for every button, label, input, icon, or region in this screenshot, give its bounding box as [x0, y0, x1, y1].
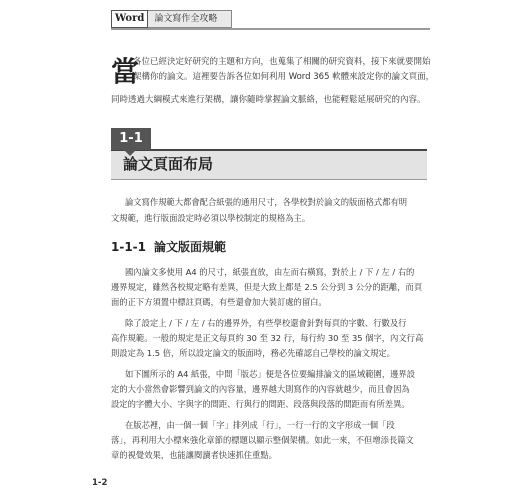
page-number: 1-2 — [92, 478, 108, 488]
header-rule — [111, 28, 430, 30]
body-line: 面的正下方須置中標註頁碼，有些還會加大裝訂處的留白。 — [111, 297, 327, 307]
subsection-heading — [111, 239, 226, 255]
body-line: 文規範，進行版面設定時必須以學校制定的規格為主。 — [111, 213, 311, 223]
body-line: 論文寫作規範大都會配合紙張的通用尺寸，各學校對於論文的版面格式都有明 — [125, 197, 408, 207]
body-line: 設定的字體大小、字與字的間距、行與行的間距、段落與段落的間距而有所差異。 — [111, 399, 410, 409]
intro-line: 架構你的論文。這裡要告訴各位如何利用 Word 365 軟體來設定你的論文頁面， — [133, 72, 435, 82]
body-line: 落」，再利用大小標來強化章節的標題以顯示整個架構。如此一來，不但增添長篇文 — [111, 435, 414, 445]
body-line: 章的視覺效果，也能讓閱讀者快速抓住重點。 — [111, 450, 277, 460]
section-title: 論文頁面布局 — [123, 155, 214, 173]
subsection-number: 1-1-1 — [111, 240, 147, 254]
running-header — [111, 10, 232, 28]
section-number-badge: 1-1 — [111, 128, 151, 150]
body-line: 邊界規定，雖然各校規定略有差異，但是大致上都是 2.5 公分到 3 公分的距離，而頁 — [111, 282, 423, 292]
subsection-title: 論文版面規範 — [154, 240, 227, 254]
body-line: 定的大小當然會影響到論文的內容量，邊界越大則寫作的內容就越少，而且會因為 — [111, 384, 410, 394]
body-line: 則設定為 1.5 倍，所以設定論文的版面時，務必先確認自己學校的論文規定。 — [111, 348, 395, 358]
body-line: 如下圖所示的 A4 紙張，中間「版芯」便是各位要編排論文的區域範圍，邊界設 — [125, 369, 416, 379]
body-line: 在版芯裡，由一個一個「字」排列成「行」，一行一行的文字形成一個「段 — [125, 420, 395, 430]
body-line: 除了設定上 / 下 / 左 / 右的邊界外，有些學校還會針對每頁的字數、行數及行 — [125, 318, 407, 328]
intro-line: 各位已經決定好研究的主題和方向，也蒐集了相關的研究資料，接下來就要開始 — [133, 57, 431, 67]
drop-cap: 當 — [111, 55, 140, 88]
chapter-title: 論文寫作全攻略 — [148, 10, 232, 28]
body-line: 國內論文多使用 A4 的尺寸，紙張直放，由左而右橫寫，對於上 / 下 / 左 / 右的 — [125, 267, 415, 277]
book-tag: Word — [111, 10, 148, 28]
body-line: 高作規範。一般的規定是正文每頁約 30 至 32 行，每行約 30 至 35 個字，內文行高 — [111, 333, 424, 343]
intro-line: 同時透過大綱模式來進行架構，讓你隨時掌握論文脈絡，也能輕鬆延展研究的內容。 — [111, 95, 426, 105]
